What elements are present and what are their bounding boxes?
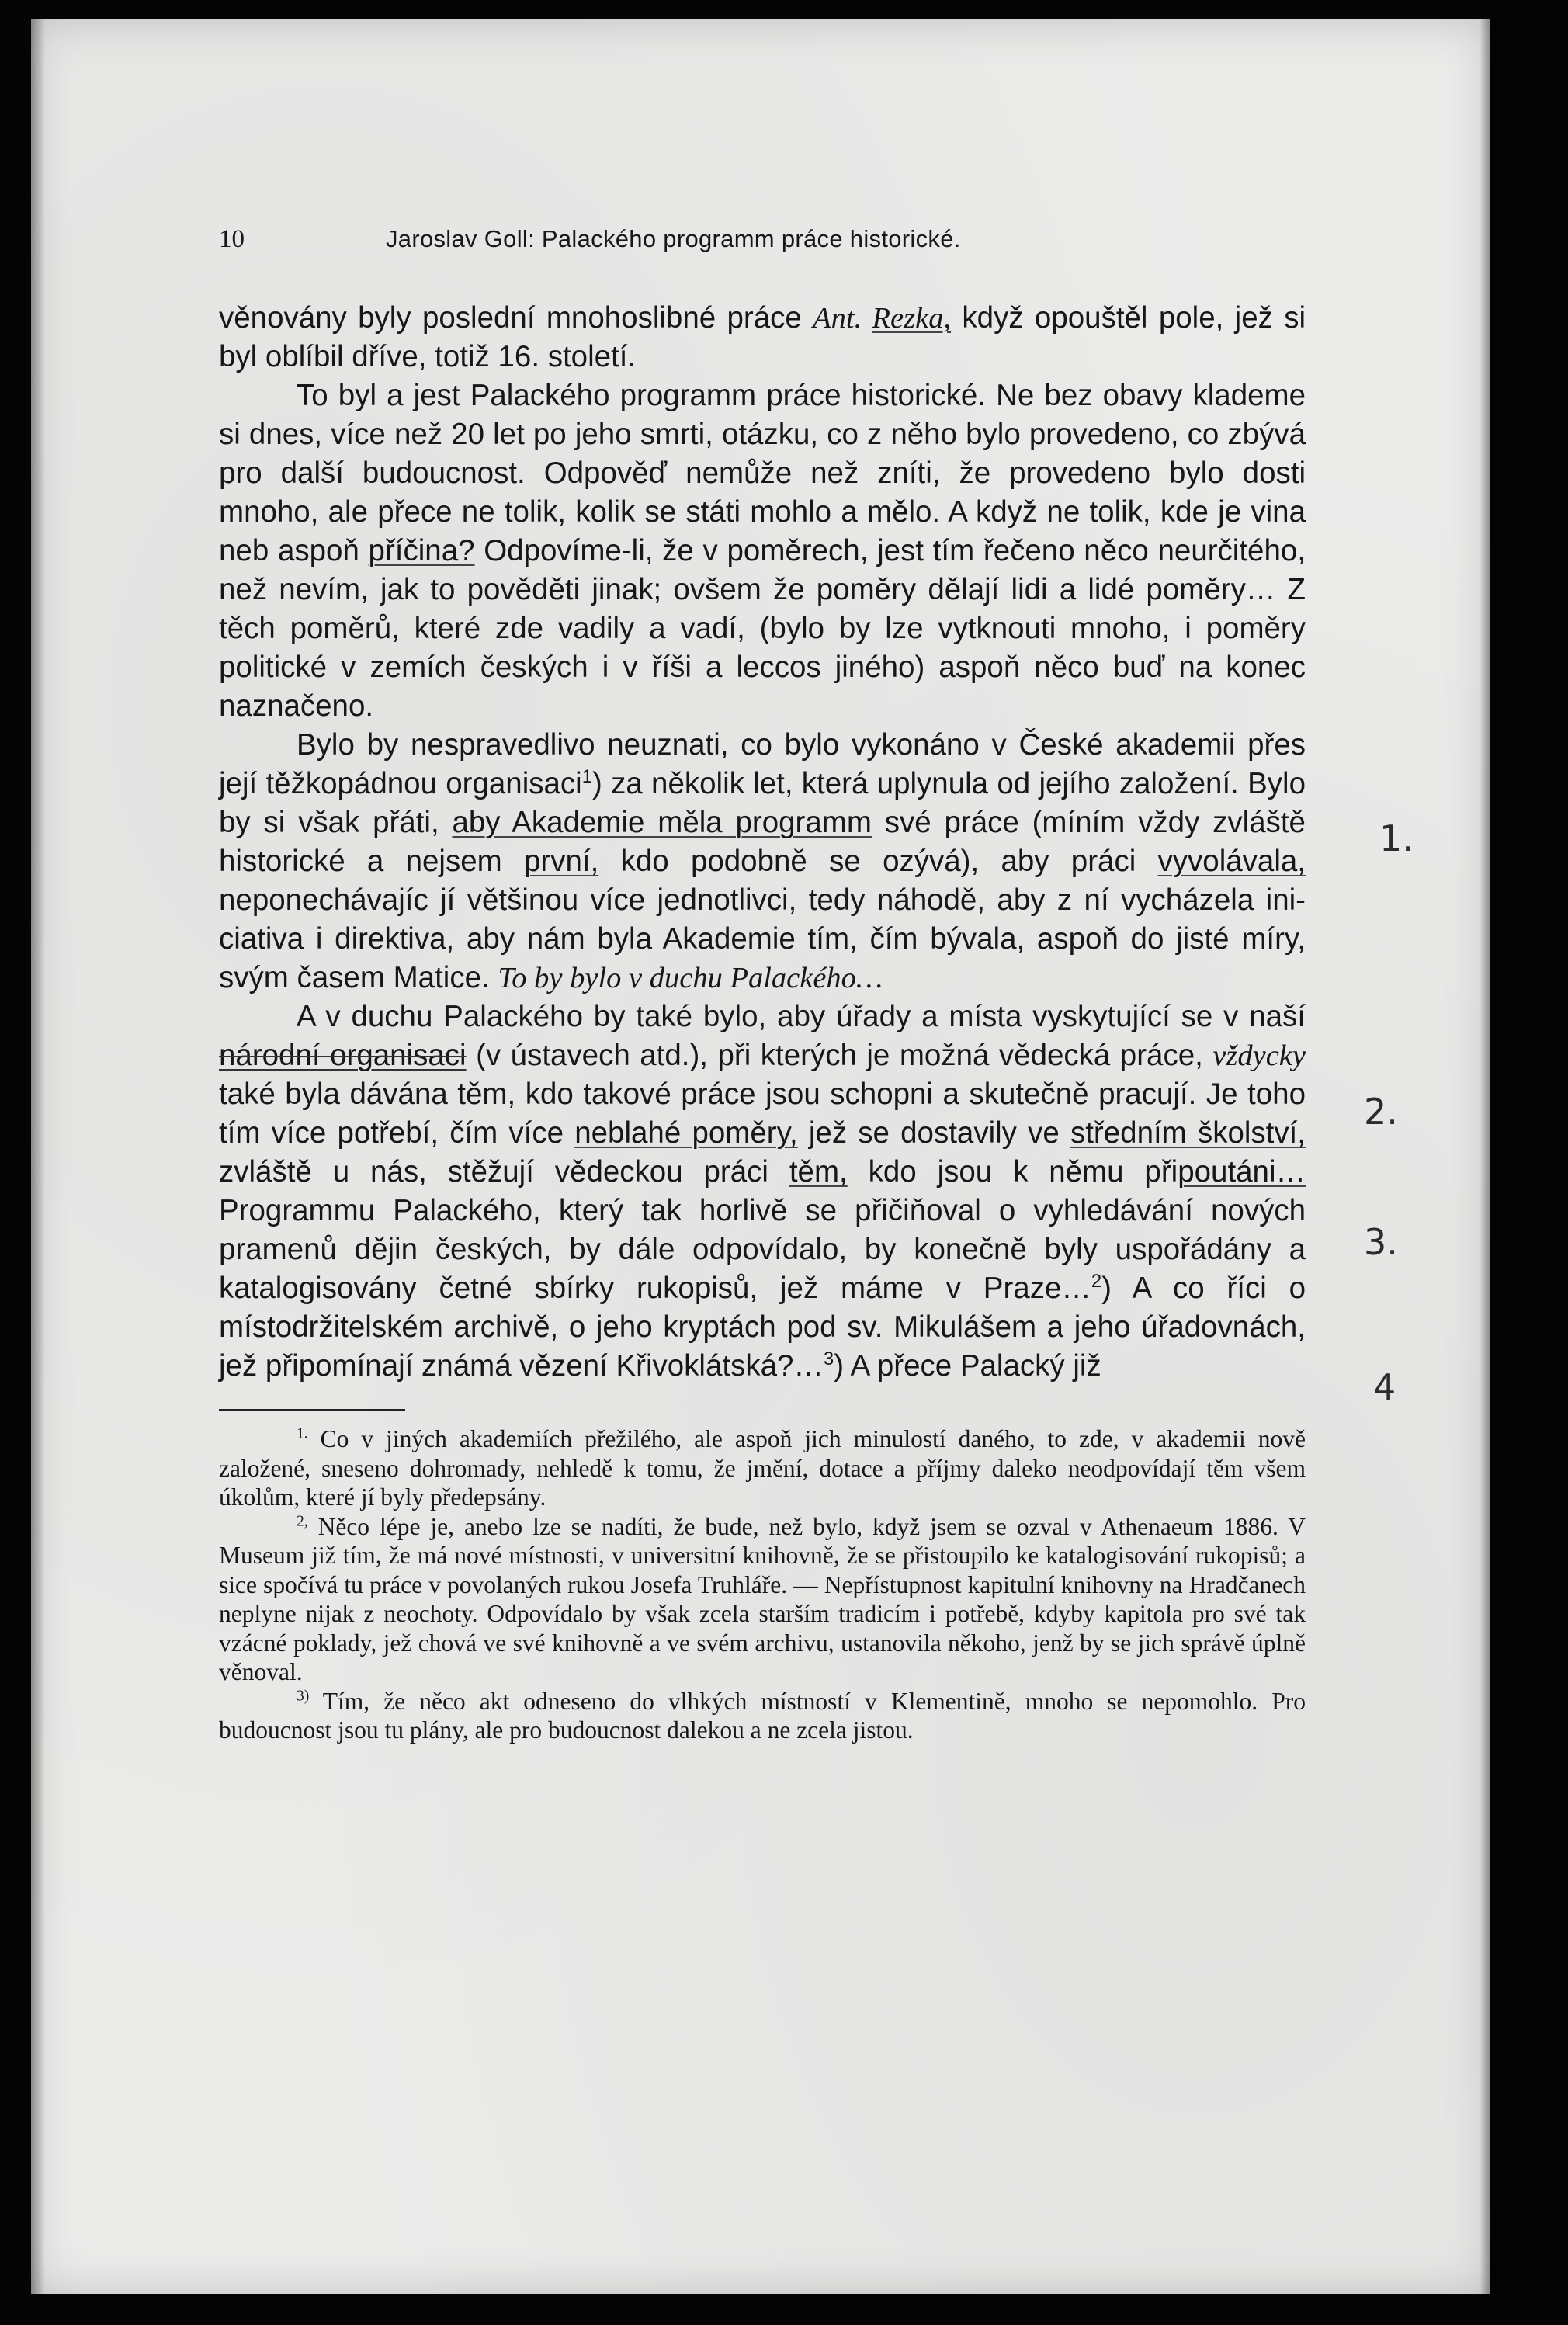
- text-span: Programmu Palackého, který tak horlivě se přičiňoval o vyhledávání nových pramenů dějin českých, by dále odpovídalo, by konečně byly uspořádány a katalogisovány četné sbírky rukopisů, jež máme v Praze…: [219, 1194, 1306, 1305]
- text-span: (v ústavech atd.), při kterých je možná vědecká práce,: [466, 1039, 1213, 1072]
- paragraph-4: [219, 998, 1306, 1386]
- text-span: neponechávajíc jí většinou více jednotlivci, tedy náhodě, aby z ní vycházela iniciativa i direktiva, aby nám byla Akademie tím, čím bývala, aspoň do jisté míry, svým časem Matice.: [219, 883, 1306, 994]
- margin-note-1: 1.: [1379, 817, 1414, 859]
- underlined-word: těm,: [789, 1155, 848, 1189]
- running-title: Jaroslav Goll: Palackého programm práce historické.: [386, 225, 961, 252]
- text-span: ) za několik let, která uplynula od jejího založení. Bylo by si však přáti,: [219, 767, 1306, 839]
- italic-phrase: To by bylo v duchu Palackého…: [498, 962, 883, 994]
- text-span: kdo podobně se ozývá), aby práci: [598, 845, 1158, 878]
- author-name-italic: Ant.: [813, 302, 872, 335]
- italic-word: vždycky: [1212, 1039, 1306, 1072]
- text-span: ) A co říci o místodržitelském archivě, o jeho kryptách pod sv. Mikulášem a jeho úřadovnách, jež připomínají známá vězení Křivoklátská?…: [219, 1272, 1306, 1383]
- footnote-mark: 1.: [297, 1425, 308, 1442]
- underlined-phrase: neblahé poměry,: [574, 1116, 798, 1150]
- paragraph-2: [219, 377, 1306, 726]
- footnote-ref: 3: [823, 1348, 834, 1370]
- paragraph-1: [219, 299, 1306, 377]
- underlined-word: příčina?: [368, 534, 475, 567]
- struck-phrase: národní organisaci: [219, 1039, 467, 1072]
- running-head: [219, 225, 1306, 254]
- footnote-text: Tím, že něco akt odneseno do vlhkých místností v Klementině, mnoho se nepomohlo. Pro budoucnost jsou tu plány, ale pro budoucnost dalekou a ne zcela jistou.: [219, 1687, 1306, 1744]
- margin-note-4: 4: [1373, 1366, 1396, 1408]
- footnotes: [219, 1424, 1306, 1745]
- margin-note-3: 3.: [1364, 1221, 1398, 1263]
- text-span: To byl a jest Palackého programm práce historické. Ne bez obavy klademe si dnes, více než 20 let po jeho smrti, otázku, co z něho bylo provedeno, co zbývá pro další budoucnost. Odpověď nemůže než zníti, že provedeno bylo dosti mnoho, ale přece ne tolik, kolik se státi mohlo a mělo. A když ne tolik, kde je vina neb aspoň: [219, 379, 1306, 567]
- footnote-text: Něco lépe je, anebo lze se nadíti, že bude, než bylo, když jsem se ozval v Athenaeum 1886. V Museum již tím, že má nové místnosti, v universitní knihovně, že se přistoupilo ke katalogisování rukopisů; a sice spočívá tu práce v povolaných rukou Josefa Truhláře. — Nepřístupnost kapitulní knihovny na Hradčanech neplyne nijak z neochoty. Odpovídalo by však zcela starším tradicím i potřebě, kdyby kapitola pro své tak vzácné poklady, jež chová ve své knihovně a ve svém archivu, ustanovila někoho, jenž by se jich správě úplně věnoval.: [219, 1512, 1306, 1685]
- footnote-3: [219, 1687, 1306, 1745]
- text-span: Bylo by nespravedlivo neuznati, co bylo vykonáno v České akademii přes její těžkopádnou organisaci: [219, 728, 1306, 800]
- main-text: [219, 299, 1306, 1386]
- text-span: ) A přece Palacký již: [834, 1349, 1101, 1383]
- page-edge-shadow: [1480, 19, 1497, 2294]
- text-block: [219, 225, 1306, 1745]
- text-span: také byla dávána těm, kdo takové práce jsou schopni a skutečně pracují. Je toho tím více potřebí, čím více: [219, 1077, 1306, 1150]
- text-span: když opouštěl pole, jež si byl oblíbil dříve, totiž 16. století.: [219, 301, 1306, 373]
- page-number: 10: [219, 225, 245, 253]
- underlined-word: první,: [524, 845, 599, 878]
- footnote-rule: [219, 1409, 405, 1411]
- footnote-1: [219, 1424, 1306, 1512]
- footnote-mark: 3): [297, 1688, 310, 1704]
- footnote-ref: 1: [581, 766, 593, 788]
- author-name-underlined: Rezka,: [872, 302, 952, 335]
- footnote-2: [219, 1512, 1306, 1687]
- footnote-text: Co v jiných akademiích přežilého, ale aspoň jich minulostí daného, to zde, v akademii nově založené, sneseno dohromady, nehledě k tomu, že jmění, dotace a příjmy daleko neodpovídají těm všem úkolům, které jí byly předepsány.: [219, 1425, 1306, 1511]
- margin-note-2: 2.: [1364, 1091, 1398, 1133]
- footnote-mark: 2,: [297, 1513, 308, 1529]
- underlined-word: vyvolávala,: [1157, 845, 1306, 878]
- text-span: zvláště u nás, stěžují vědeckou práci: [219, 1155, 789, 1189]
- text-span: A v duchu Palackého by také bylo, aby úřady a místa vyskytující se v naší: [297, 1000, 1306, 1033]
- text-span: své práce (míním vždy zvláště historické a nejsem: [219, 806, 1306, 878]
- text-span: věnovány byly poslední mnohoslibné práce: [219, 301, 813, 335]
- text-span: Odpovíme-li, že v poměrech, jest tím řečeno něco neurčitého, než nevím, jak to pověděti jinak; ovšem že poměry dělají lidi a lidé poměry… Z těch poměrů, které zde vadily a vadí, (bylo by lze vytknouti mnoho, i poměry politické v zemích českých i v říši a leccos jiného) aspoň něco buď na konec naznačeno.: [219, 534, 1306, 723]
- text-span: kdo jsou k němu při: [847, 1155, 1178, 1189]
- paragraph-3: [219, 726, 1306, 998]
- footnote-ref: 2: [1091, 1271, 1102, 1293]
- page-spine-shadow: [31, 19, 45, 2294]
- underlined-word: poutáni…: [1178, 1155, 1306, 1189]
- text-span: jež se dostavily ve: [797, 1116, 1070, 1150]
- underlined-phrase: středním školství,: [1070, 1116, 1306, 1150]
- underlined-phrase: aby Akademie měla programm: [452, 806, 872, 839]
